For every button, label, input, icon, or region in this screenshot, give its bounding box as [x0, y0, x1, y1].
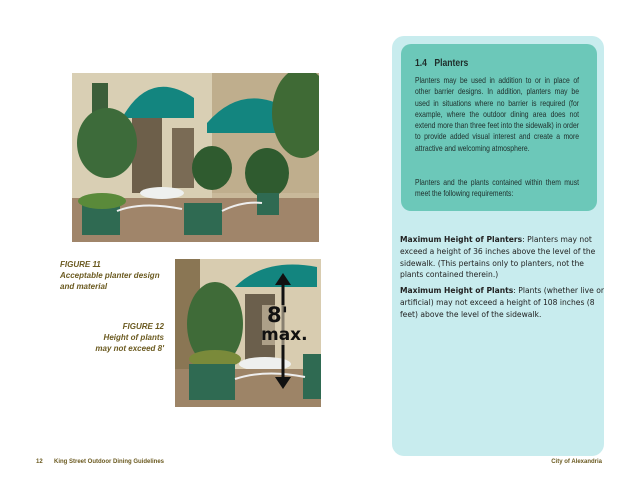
- requirement-plants: [400, 285, 605, 320]
- requirement-label: Maximum Height of Plants: [400, 286, 514, 295]
- cafe-planters-image: [72, 73, 319, 242]
- height-unit: max.: [261, 325, 308, 345]
- figure-label: FIGURE 11: [60, 260, 101, 269]
- section-number: 1.4: [415, 57, 427, 69]
- requirement-label: Maximum Height of Planters: [400, 235, 523, 244]
- callout-paragraph: Planters and the plants contained within them must meet the following requirements:: [415, 177, 579, 199]
- page-number: 12: [36, 459, 43, 465]
- callout-paragraph: Planters may be used in addition to or in place of other barrier designs. In addition, planters may be used in situations where no barrier is required (for example, where the outdoor dining area does not extend more than three feet into the sidewalk) in order to provide added visual interest and create a more attractive and welcoming atmosphere.: [415, 75, 579, 153]
- figure-11-photo: [72, 73, 319, 242]
- figure-11-caption: [60, 259, 160, 292]
- publisher-name: City of Alexandria: [551, 459, 602, 465]
- requirement-text: : Planters may not exceed a height of 36 inches above the level of the sidewalk. (This pertains only to planters, not the plants contained therein.): [400, 235, 596, 280]
- figure-12-caption: [80, 321, 164, 354]
- figure-label: FIGURE 12: [122, 322, 164, 331]
- document-title: King Street Outdoor Dining Guidelines: [54, 459, 165, 465]
- requirement-text: : Plants (whether live or artificial) may not exceed a height of 108 inches (8 feet) above the level of the sidewalk.: [400, 286, 604, 319]
- caption-line: Acceptable planter design: [60, 271, 160, 280]
- caption-line: and material: [60, 282, 108, 291]
- section-heading: [415, 57, 468, 69]
- section-title: Planters: [434, 57, 469, 69]
- figure-12-photo: [175, 259, 321, 407]
- height-value: 8': [267, 303, 289, 327]
- caption-line: Height of plants: [103, 333, 164, 342]
- caption-line: may not exceed 8': [95, 344, 164, 353]
- requirement-planters: [400, 234, 605, 281]
